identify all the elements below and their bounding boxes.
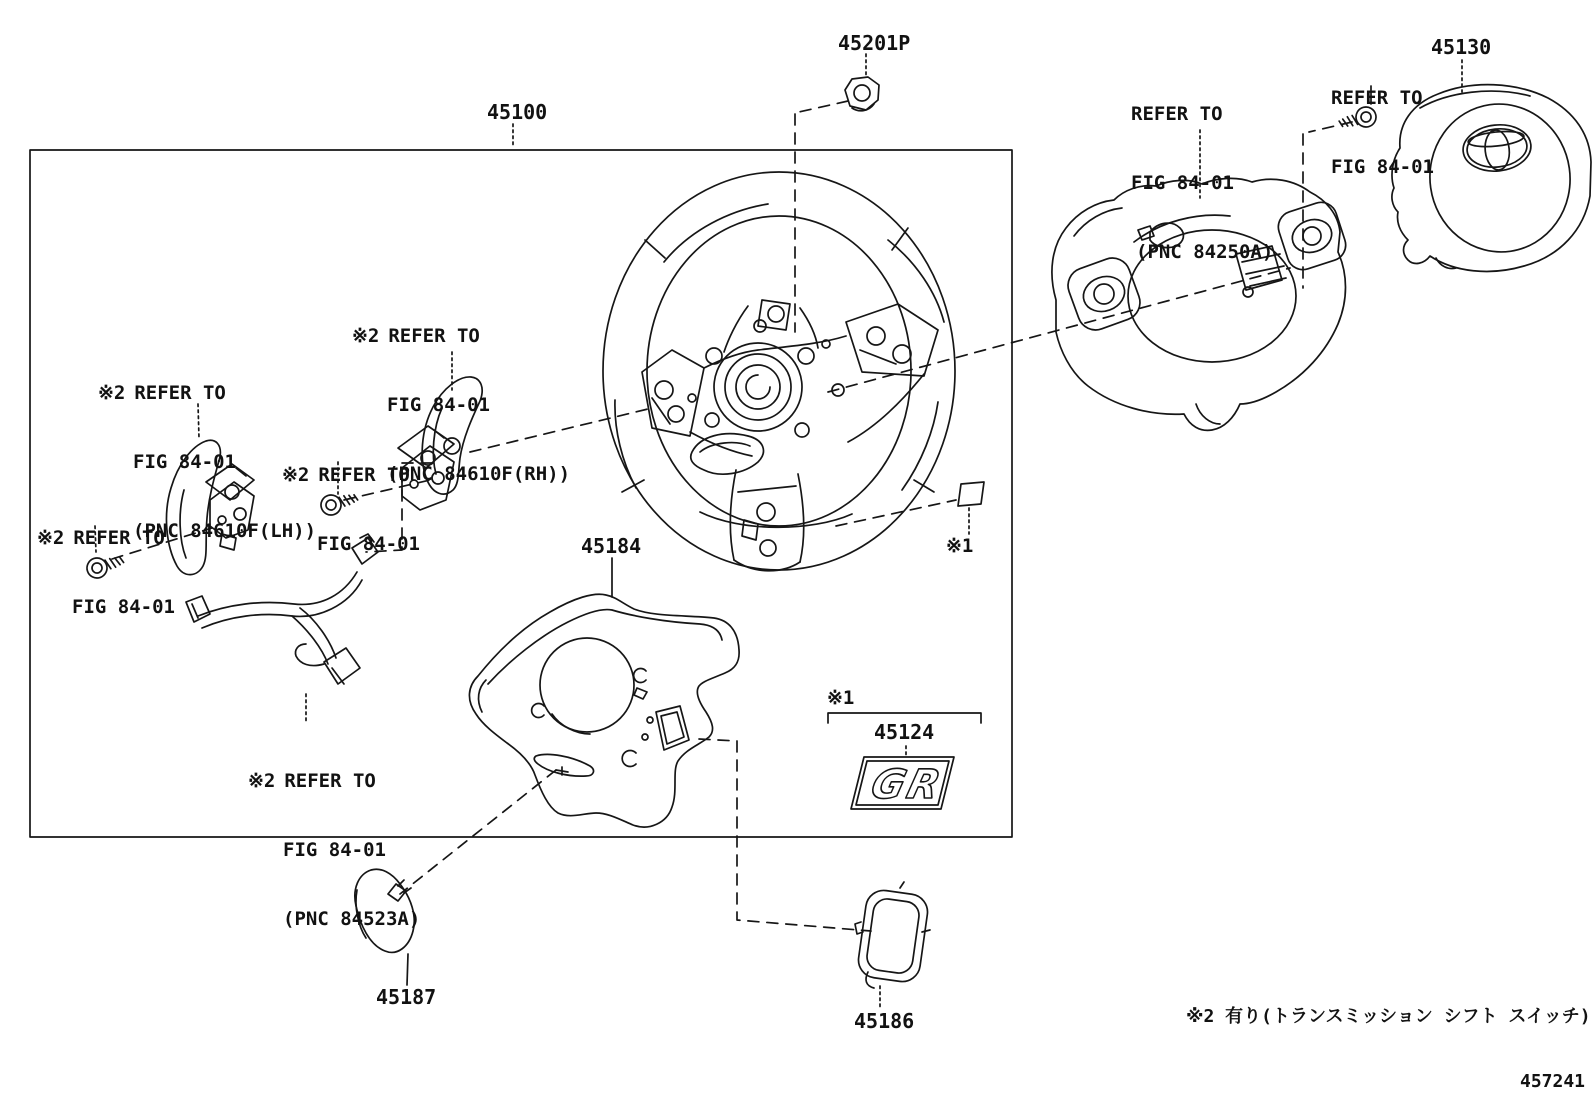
ref-line: FIG 84-01 [1331, 156, 1434, 178]
ref-line: FIG 84-01 [72, 596, 175, 618]
ref-note-harness [248, 724, 420, 977]
lower-cover-45184-drawing [469, 594, 739, 827]
star2-marker: ※2 [37, 527, 65, 549]
ref-line: ※2 REFER TO [98, 382, 226, 404]
part-label-45186[interactable]: 45186 [854, 1009, 915, 1033]
ref-line: FIG 84-01 [283, 839, 386, 861]
gr-emblem-drawing [851, 757, 954, 809]
ref-line: (PNC 84250A) [1136, 241, 1274, 263]
label-plate-drawing [958, 482, 984, 506]
toyota-logo-icon [1461, 122, 1533, 175]
ref-line: REFER TO [1331, 87, 1423, 109]
ref-line: (PNC 84523A) [283, 908, 421, 930]
star2-marker: ※2 [248, 770, 276, 792]
star2-marker: ※2 [282, 464, 310, 486]
part-label-45100[interactable]: 45100 [487, 100, 548, 124]
part-label-45124[interactable]: 45124 [874, 720, 935, 744]
ref-line: FIG 84-01 [133, 451, 236, 473]
ref-line: (PNC 84610F(LH)) [133, 520, 317, 542]
part-label-45187[interactable]: 45187 [376, 985, 437, 1009]
star2-marker: ※2 [352, 325, 380, 347]
ref-line: FIG 84-01 [317, 533, 420, 555]
bezel-45186-drawing [855, 882, 930, 988]
part-label-45130[interactable]: 45130 [1431, 35, 1492, 59]
ref-note-back-cover [1131, 57, 1273, 310]
ref-line: (PNC 84610F(RH)) [387, 463, 571, 485]
ref-line: FIG 84-01 [1131, 172, 1234, 194]
ref-line: REFER TO [1131, 103, 1223, 125]
ref-line: ※2 REFER TO [352, 325, 480, 347]
part-label-45184[interactable]: 45184 [581, 534, 642, 558]
ref-line: FIG 84-01 [387, 394, 490, 416]
star1-marker-badge: ※1 [827, 687, 855, 709]
gr-emblem-text: GR [866, 760, 948, 808]
ref-note-airbag-screw [1331, 41, 1434, 225]
ref-line: ※2 REFER TO [37, 527, 165, 549]
ref-line: ※2 REFER TO [282, 464, 410, 486]
footnote-text: ※2 有り(トランスミッション シフト スイッチ) [1186, 1006, 1591, 1027]
part-label-45201P[interactable]: 45201P [838, 31, 911, 55]
figure-number: 457241 [1520, 1071, 1586, 1092]
star2-marker: ※2 [98, 382, 126, 404]
ref-line: ※2 REFER TO [248, 770, 376, 792]
ref-note-screw-left [37, 481, 175, 665]
star1-marker-wheel: ※1 [946, 535, 974, 557]
ref-note-screw-mid [282, 418, 420, 602]
lock-nut-drawing [845, 77, 879, 111]
